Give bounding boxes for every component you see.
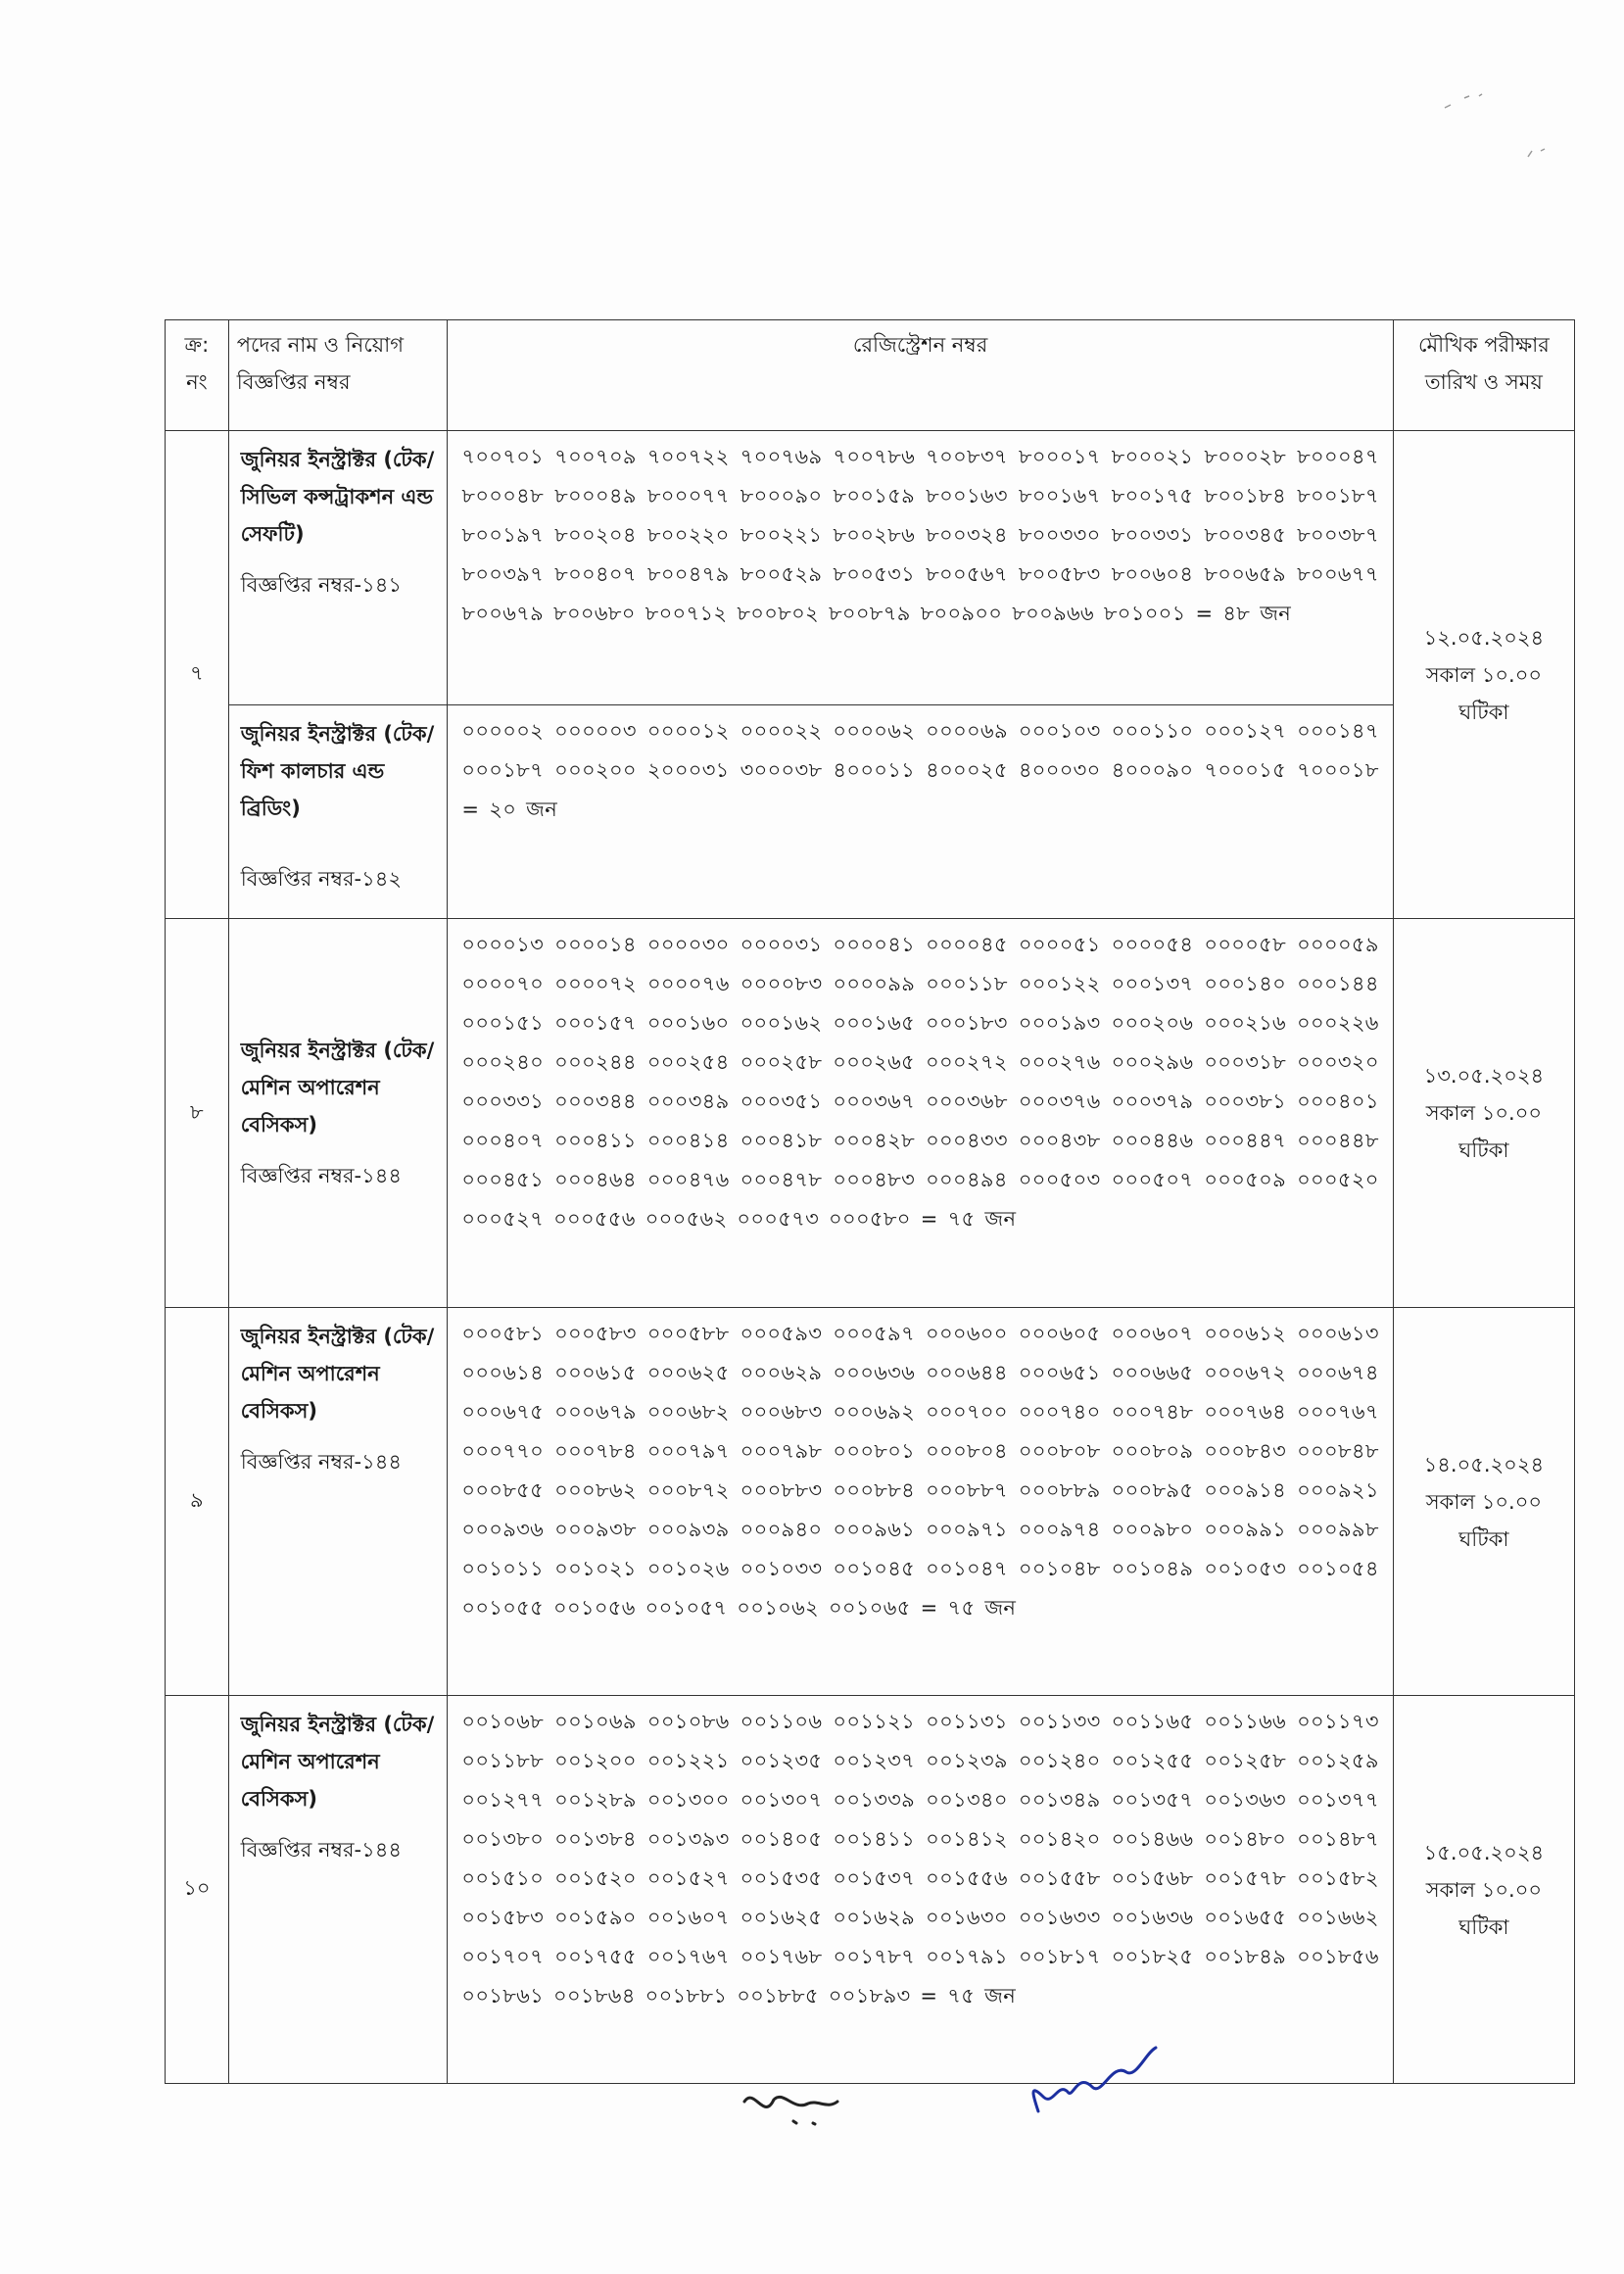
date-cell <box>1393 431 1574 919</box>
date-cell <box>1393 1696 1574 2084</box>
post-name: জুনিয়র ইনস্ট্রাক্টর (টেক/মেশিন অপারেশন বেসিকস) <box>240 1713 435 1811</box>
exam-date: ১৫.০৫.২০২৪ <box>1423 1840 1545 1864</box>
signature-blue <box>1019 2043 1175 2121</box>
table-row <box>166 1308 1575 1696</box>
registration-cell: ০০০০০২ ০০০০০৩ ০০০০১২ ০০০০২২ ০০০০৬২ ০০০০৬৯ ০০০১০৩ ০০০১১০ ০০০১২৭ ০০০১৪৭ ০০০১৮৭ ০০০২০০ ২০০০৩১ ৩০০০৩৮ ৪০০০১১ ৪০০০২৫ ৪০০০৩০ ৪০০০৯০ ৭০০০১৫ ৭০০০১৮ = ২০ জন <box>448 705 1393 919</box>
table-row <box>166 705 1575 919</box>
post-name: জুনিয়র ইনস্ট্রাক্টর (টেক/মেশিন অপারেশন বেসিকস) <box>240 1039 435 1137</box>
header-registration: রেজিস্ট্রেশন নম্বর <box>448 320 1393 431</box>
notice-number: বিজ্ঞপ্তির নম্বর-১৪১ <box>240 573 402 597</box>
post-name: জুনিয়র ইনস্ট্রাক্টর (টেক/ ফিশ কালচার এন্ড ব্রিডিং) <box>240 722 435 820</box>
notice-number: বিজ্ঞপ্তির নম্বর-১৪২ <box>240 867 402 891</box>
date-cell <box>1393 1308 1574 1696</box>
registration-cell: ৭০০৭০১ ৭০০৭০৯ ৭০০৭২২ ৭০০৭৬৯ ৭০০৭৮৬ ৭০০৮৩৭ ৮০০০১৭ ৮০০০২১ ৮০০০২৮ ৮০০০৪৭ ৮০০০৪৮ ৮০০০৪৯ ৮০০০৭৭ ৮০০০৯০ ৮০০১৫৯ ৮০০১৬৩ ৮০০১৬৭ ৮০০১৭৫ ৮০০১৮৪ ৮০০১৮৭ ৮০০১৯৭ ৮০০২০৪ ৮০০২২০ ৮০০২২১ ৮০০২৮৬ ৮০০৩২৪ ৮০০৩৩০ ৮০০৩৩১ ৮০০৩৪৫ ৮০০৩৮৭ ৮০০৩৯৭ ৮০০৪০৭ ৮০০৪৭৯ ৮০০৫২৯ ৮০০৫৩১ ৮০০৫৬৭ ৮০০৫৮৩ ৮০০৬০৪ ৮০০৬৫৯ ৮০০৬৭৭ ৮০০৬৭৯ ৮০০৬৮০ ৮০০৭১২ ৮০০৮০২ ৮০০৮৭৯ ৮০০৯০০ ৮০০৯৬৬ ৮০১০০১ = ৪৮ জন <box>448 431 1393 705</box>
post-name: জুনিয়র ইনস্ট্রাক্টর (টেক/মেশিন অপারেশন বেসিকস) <box>240 1325 435 1423</box>
signature-black <box>735 2082 852 2131</box>
post-cell <box>228 705 448 919</box>
exam-time-suffix: ঘটিকা <box>1458 700 1509 724</box>
registration-cell: ০০১০৬৮ ০০১০৬৯ ০০১০৮৬ ০০১১০৬ ০০১১২১ ০০১১৩১ ০০১১৩৩ ০০১১৬৫ ০০১১৬৬ ০০১১৭৩ ০০১১৮৮ ০০১২০০ ০০১২২১ ০০১২৩৫ ০০১২৩৭ ০০১২৩৯ ০০১২৪০ ০০১২৫৫ ০০১২৫৮ ০০১২৫৯ ০০১২৭৭ ০০১২৮৯ ০০১৩০০ ০০১৩০৭ ০০১৩৩৯ ০০১৩৪০ ০০১৩৪৯ ০০১৩৫৭ ০০১৩৬৩ ০০১৩৭৭ ০০১৩৮০ ০০১৩৮৪ ০০১৩৯৩ ০০১৪০৫ ০০১৪১১ ০০১৪১২ ০০১৪২০ ০০১৪৬৬ ০০১৪৮০ ০০১৪৮৭ ০০১৫১০ ০০১৫২০ ০০১৫২৭ ০০১৫৩৫ ০০১৫৩৭ ০০১৫৫৬ ০০১৫৫৮ ০০১৫৬৮ ০০১৫৭৮ ০০১৫৮২ ০০১৫৮৩ ০০১৫৯০ ০০১৬০৭ ০০১৬২৫ ০০১৬২৯ ০০১৬৩০ ০০১৬৩৩ ০০১৬৩৬ ০০১৬৫৫ ০০১৬৬২ ০০১৭০৭ ০০১৭৫৫ ০০১৭৬৭ ০০১৭৬৮ ০০১৭৮৭ ০০১৭৯১ ০০১৮১৭ ০০১৮২৫ ০০১৮৪৯ ০০১৮৫৬ ০০১৮৬১ ০০১৮৬৪ ০০১৮৮১ ০০১৮৮৫ ০০১৮৯৩ = ৭৫ জন <box>448 1696 1393 2084</box>
post-cell <box>228 919 448 1308</box>
exam-time: সকাল ১০.০০ <box>1425 1489 1543 1514</box>
post-cell <box>228 431 448 705</box>
exam-date: ১৪.০৫.২০২৪ <box>1423 1452 1545 1476</box>
notice-number: বিজ্ঞপ্তির নম্বর-১৪৪ <box>240 1838 402 1862</box>
exam-time: সকাল ১০.০০ <box>1425 1101 1543 1125</box>
serial-cell: ৯ <box>166 1308 229 1696</box>
post-cell <box>228 1308 448 1696</box>
serial-cell: ৭ <box>166 431 229 919</box>
notice-number: বিজ্ঞপ্তির নম্বর-১৪৪ <box>240 1450 402 1474</box>
table-row <box>166 919 1575 1308</box>
date-cell <box>1393 919 1574 1308</box>
header-row <box>166 320 1575 431</box>
exam-date: ১২.০৫.২০২৪ <box>1423 625 1545 650</box>
exam-time-suffix: ঘটিকা <box>1458 1914 1509 1939</box>
exam-time: সকাল ১০.০০ <box>1425 1877 1543 1902</box>
viva-schedule-table <box>165 319 1575 2084</box>
exam-date: ১৩.০৫.২০২৪ <box>1423 1064 1545 1088</box>
registration-cell: ০০০০১৩ ০০০০১৪ ০০০০৩০ ০০০০৩১ ০০০০৪১ ০০০০৪৫ ০০০০৫১ ০০০০৫৪ ০০০০৫৮ ০০০০৫৯ ০০০০৭০ ০০০০৭২ ০০০০৭৬ ০০০০৮৩ ০০০০৯৯ ০০০১১৮ ০০০১২২ ০০০১৩৭ ০০০১৪০ ০০০১৪৪ ০০০১৫১ ০০০১৫৭ ০০০১৬০ ০০০১৬২ ০০০১৬৫ ০০০১৮৩ ০০০১৯৩ ০০০২০৬ ০০০২১৬ ০০০২২৬ ০০০২৪০ ০০০২৪৪ ০০০২৫৪ ০০০২৫৮ ০০০২৬৫ ০০০২৭২ ০০০২৭৬ ০০০২৯৬ ০০০৩১৮ ০০০৩২০ ০০০৩৩১ ০০০৩৪৪ ০০০৩৪৯ ০০০৩৫১ ০০০৩৬৭ ০০০৩৬৮ ০০০৩৭৬ ০০০৩৭৯ ০০০৩৮১ ০০০৪০১ ০০০৪০৭ ০০০৪১১ ০০০৪১৪ ০০০৪১৮ ০০০৪২৮ ০০০৪৩৩ ০০০৪৩৮ ০০০৪৪৬ ০০০৪৪৭ ০০০৪৪৮ ০০০৪৫১ ০০০৪৬৪ ০০০৪৭৬ ০০০৪৭৮ ০০০৪৮৩ ০০০৪৯৪ ০০০৫০৩ ০০০৫০৭ ০০০৫০৯ ০০০৫২০ ০০০৫২৭ ০০০৫৫৬ ০০০৫৬২ ০০০৫৭৩ ০০০৫৮০ = ৭৫ জন <box>448 919 1393 1308</box>
notice-number: বিজ্ঞপ্তির নম্বর-১৪৪ <box>240 1164 402 1187</box>
table-row <box>166 431 1575 705</box>
exam-time-suffix: ঘটিকা <box>1458 1526 1509 1551</box>
serial-cell: ৮ <box>166 919 229 1308</box>
header-date: মৌখিক পরীক্ষার তারিখ ও সময় <box>1393 320 1574 431</box>
serial-cell: ১০ <box>166 1696 229 2084</box>
post-cell <box>228 1696 448 2084</box>
registration-cell: ০০০৫৮১ ০০০৫৮৩ ০০০৫৮৮ ০০০৫৯৩ ০০০৫৯৭ ০০০৬০০ ০০০৬০৫ ০০০৬০৭ ০০০৬১২ ০০০৬১৩ ০০০৬১৪ ০০০৬১৫ ০০০৬২৫ ০০০৬২৯ ০০০৬৩৬ ০০০৬৪৪ ০০০৬৫১ ০০০৬৬৫ ০০০৬৭২ ০০০৬৭৪ ০০০৬৭৫ ০০০৬৭৯ ০০০৬৮২ ০০০৬৮৩ ০০০৬৯২ ০০০৭০০ ০০০৭৪০ ০০০৭৪৮ ০০০৭৬৪ ০০০৭৬৭ ০০০৭৭০ ০০০৭৮৪ ০০০৭৯৭ ০০০৭৯৮ ০০০৮০১ ০০০৮০৪ ০০০৮০৮ ০০০৮০৯ ০০০৮৪৩ ০০০৮৪৮ ০০০৮৫৫ ০০০৮৬২ ০০০৮৭২ ০০০৮৮৩ ০০০৮৮৪ ০০০৮৮৭ ০০০৮৮৯ ০০০৮৯৫ ০০০৯১৪ ০০০৯২১ ০০০৯৩৬ ০০০৯৩৮ ০০০৯৩৯ ০০০৯৪০ ০০০৯৬১ ০০০৯৭১ ০০০৯৭৪ ০০০৯৮০ ০০০৯৯১ ০০০৯৯৮ ০০১০১১ ০০১০২১ ০০১০২৬ ০০১০৩৩ ০০১০৪৫ ০০১০৪৭ ০০১০৪৮ ০০১০৪৯ ০০১০৫৩ ০০১০৫৪ ০০১০৫৫ ০০১০৫৬ ০০১০৫৭ ০০১০৬২ ০০১০৬৫ = ৭৫ জন <box>448 1308 1393 1696</box>
post-name: জুনিয়র ইনস্ট্রাক্টর (টেক/ সিভিল কন্সট্রাকশন এন্ড সেফটি) <box>240 448 435 546</box>
scan-marks <box>1425 78 1572 167</box>
exam-time: সকাল ১০.০০ <box>1425 662 1543 687</box>
table-row <box>166 1696 1575 2084</box>
exam-time-suffix: ঘটিকা <box>1458 1138 1509 1162</box>
header-post: পদের নাম ও নিয়োগ বিজ্ঞপ্তির নম্বর <box>228 320 448 431</box>
header-serial: ক্র: নং <box>166 320 229 431</box>
